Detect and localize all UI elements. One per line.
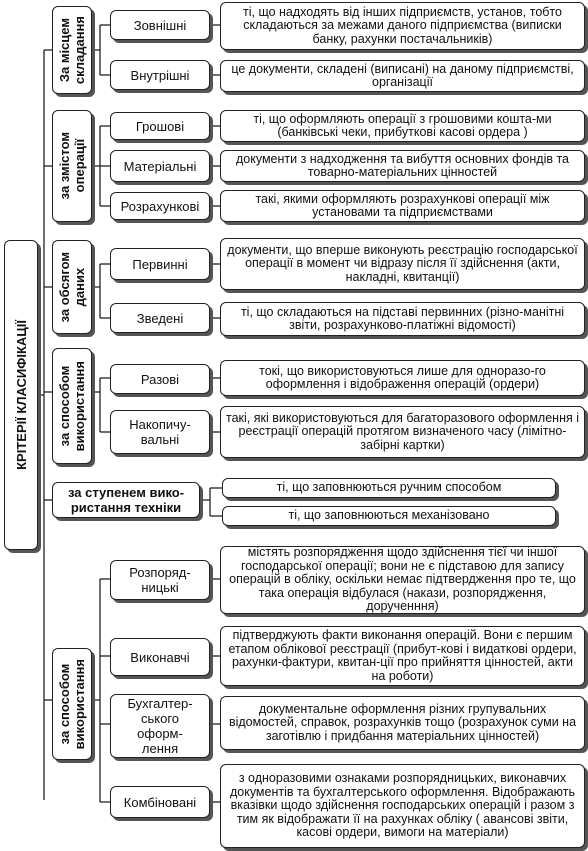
- desc-summary: [220, 302, 585, 336]
- type-internal-label: Внутрішні: [130, 67, 190, 83]
- desc-cash-text: ті, що оформляють операції з грошовими кошта-ми (банківські чеки, прибуткові касові ордера ): [253, 111, 552, 139]
- desc-primary-text: документи, що вперше виконують реєстрацію господарської операції в момент чи відразу після її здійснення (акти, накладні, квитанції): [227, 242, 578, 284]
- desc-manual: [222, 478, 556, 498]
- category-volume-label: за обсягом даних: [57, 251, 87, 323]
- root-label: КРІТЕРІЇ КЛАСИФІКАЦІЇ: [13, 320, 29, 470]
- desc-material: [220, 150, 585, 182]
- category-place: [52, 6, 92, 94]
- category-place-label: За місцем складання: [57, 15, 87, 85]
- desc-combined-text: з одноразовими ознаками розпорядницьких, виконавчих документів та бухгалтерського оформлення. Відображають вказівки щодо здійснення господарських операцій і разом з тим як відображати її на рахунках обліку ( авансові звіти, касові ордери, вимоги на матеріали): [229, 771, 576, 840]
- desc-primary: [220, 238, 585, 290]
- type-summary-label: Зведені: [136, 310, 184, 326]
- desc-manual-text: ті, що заповнюються ручним способом: [276, 480, 502, 495]
- desc-internal-text: це документи, складені (виписані) на даному підприємстві, організації: [231, 61, 574, 89]
- type-cumulative: [110, 410, 210, 454]
- desc-settlement: [220, 190, 585, 222]
- type-executive-label: Виконавчі: [130, 649, 190, 665]
- type-settlement: [110, 192, 210, 220]
- desc-single: [220, 360, 585, 396]
- category-usage: [52, 348, 92, 464]
- desc-material-text: документи з надходження та вибуття основних фондів та товарно-матеріальних цінностей: [235, 151, 569, 179]
- category-content: [52, 110, 92, 222]
- type-directive: [110, 560, 210, 600]
- desc-executive: [220, 626, 585, 686]
- desc-accounting-text: документальне оформлення різних групувальних відомостей, справок, розрахунків тощо (розрахунок суми на заготівлю і придбання матеріальних цінностей): [228, 701, 577, 743]
- type-material: [110, 150, 210, 182]
- desc-mechanized-text: ті, що заповнюються механізовано: [288, 508, 490, 523]
- desc-cumulative-text: такі, які використовуються для багаторазового оформлення і реєстрації операцій протягом визначеного часу (лімітно-забірні картки): [226, 410, 579, 452]
- category-content-label: за змістом операції: [57, 132, 87, 200]
- type-combined: [110, 786, 210, 818]
- category-volume: [52, 240, 92, 334]
- category-technique-label: за ступенем вико- ристання техніки: [67, 485, 185, 515]
- type-internal: [110, 60, 210, 90]
- type-material-label: Матеріальні: [123, 158, 197, 174]
- desc-accounting: [220, 696, 585, 750]
- desc-directive: [220, 546, 585, 614]
- type-settlement-label: Розрахункові: [120, 198, 200, 214]
- desc-settlement-text: такі, якими оформляють розрахункові операції між установами та підприємствами: [255, 191, 550, 219]
- type-combined-label: Комбіновані: [123, 794, 197, 810]
- type-executive: [110, 638, 210, 676]
- type-primary-label: Первинні: [132, 256, 188, 272]
- desc-mechanized: [222, 506, 556, 526]
- type-cumulative-label: Накопичу- вальні: [129, 417, 191, 447]
- category-usage-2: [52, 648, 92, 760]
- type-summary: [110, 303, 210, 333]
- desc-single-text: токі, що використовуються лише для одноразо-го оформлення і відображення операцій (ордери): [259, 363, 546, 391]
- desc-internal: [220, 60, 585, 92]
- type-single: [110, 364, 210, 394]
- desc-executive-text: підтверджують факти виконання операцій. Вони є першим етапом облікової реєстрації (прибут-кові і видаткові ордери, рахунки-фактури, квитан-ції про прийняття цінностей, акти на роботи): [228, 628, 577, 683]
- type-directive-label: Розпоряд- ницькі: [129, 565, 191, 595]
- type-accounting-label: Бухгалтер- ського оформ- лення: [127, 696, 193, 756]
- type-cash-label: Грошові: [135, 118, 185, 134]
- type-cash: [110, 112, 210, 140]
- type-primary: [110, 248, 210, 280]
- type-accounting: [110, 694, 210, 758]
- desc-cumulative: [220, 406, 585, 458]
- desc-summary-text: ті, що складаються на підставі первинних (різно-манітні звіти, розрахунково-платіжні відомості): [240, 304, 565, 332]
- category-technique: [52, 482, 200, 518]
- type-external: [110, 10, 210, 40]
- desc-external: [220, 2, 585, 50]
- desc-combined: [220, 764, 585, 848]
- type-single-label: Разові: [140, 371, 180, 387]
- desc-directive-text: містять розпорядження щодо здійснення тієї чи іншої господарської операції; вони не є підставою для запису операцій в обліку, оскільки немає підтвердження про те, що така операція відбулася (накази, розпорядження, дорученння): [229, 545, 576, 614]
- root-criteria-box: [4, 240, 38, 550]
- desc-external-text: ті, що надходять від інших підприємств, установ, тобто складаються за межами даного підприємства (виписки банку, рахунки постачальників): [243, 4, 562, 46]
- category-usage-2-label: за способом використання: [57, 658, 87, 750]
- desc-cash: [220, 110, 585, 142]
- category-usage-label: за способом використання: [57, 360, 87, 452]
- type-external-label: Зовнішні: [133, 17, 187, 33]
